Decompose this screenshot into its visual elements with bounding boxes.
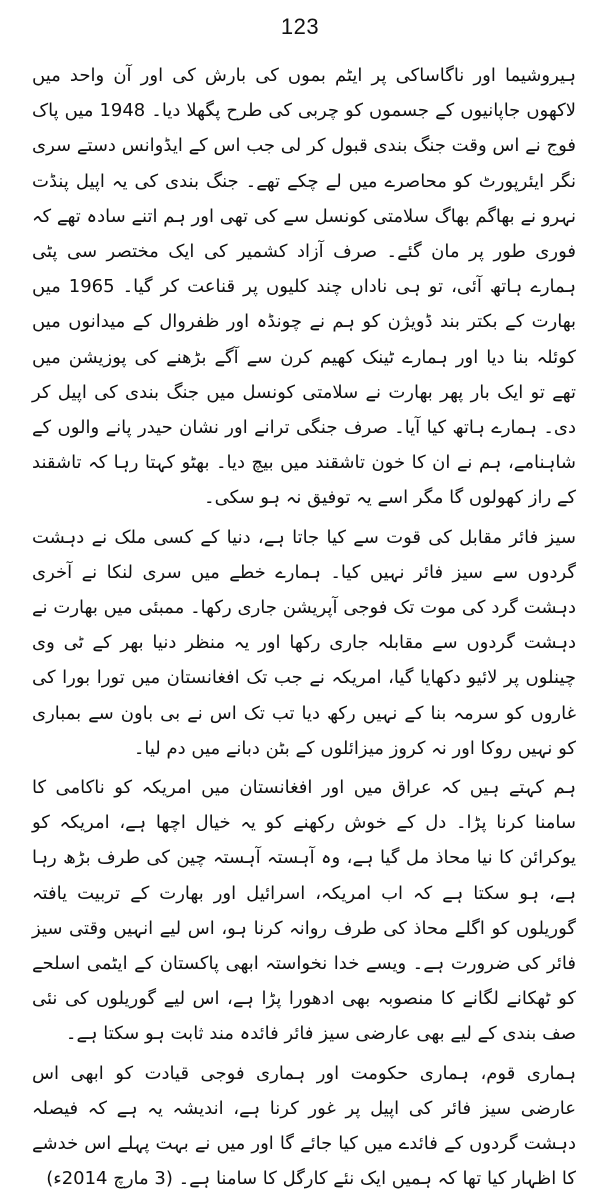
article-body (32, 58, 576, 1201)
paragraph: سیز فائر مقابل کی قوت سے کیا جاتا ہے، دنیا کے کسی ملک نے دہشت گردوں سے سیز فائر نہیں کیا۔ ہمارے خطے میں سری لنکا نے آخری دہشت گرد کی موت تک فوجی آپریشن جاری رکھا۔ ممبئی میں بھارت نے دہشت گردوں سے مقابلہ جاری رکھا اور یہ منظر دنیا بھر کے ٹی وی چینلوں پر لائیو دکھایا گیا، امریکہ نے جب تک افغانستان میں تورا بورا کی غاروں کو سرمہ بنا کے نہیں رکھ دیا تب تک اس نے بی باون سے بمباری کو نہیں روکا اور نہ کروز میزائلوں کے بٹن دبانے میں دم لیا۔ (32, 526, 576, 759)
paragraph: ہماری قوم، ہماری حکومت اور ہماری فوجی قیادت کو ابھی اس عارضی سیز فائر کی اپیل پر غور کرنا ہے، اندیشہ یہ ہے کہ فیصلہ دہشت گردوں کے فائدے میں کیا جائے گا اور میں نے بہت پہلے اس خدشے کا اظہار کیا تھا کہ ہمیں ایک نئے کارگل کا سامنا ہے۔ (3 مارچ 2014ء) (32, 1062, 576, 1190)
paragraph: ہم کہتے ہیں کہ عراق میں اور افغانستان میں امریکہ کو ناکامی کا سامنا کرنا پڑا۔ دل کے خوش رکھنے کو یہ خیال اچھا ہے، امریکہ کو یوکرائن کا نیا محاذ مل گیا ہے، وہ آہستہ آہستہ چین کی طرف بڑھ رہا ہے، ہو سکتا ہے کہ اب امریکہ، اسرائیل اور بھارت کے تربیت یافتہ گوریلوں کو اگلے محاذ کی طرف روانہ کرنا ہو، اس لیے انہیں وقتی سیز فائر کی ضرورت ہے۔ ویسے خدا نخواستہ ابھی پاکستان کے ایٹمی اسلحے کو ٹھکانے لگانے کا منصوبہ بھی ادھورا پڑا ہے، اس لیے گوریلوں کی نئی صف بندی کے لیے بھی عارضی سیز فائر فائدہ مند ثابت ہو سکتا ہے۔ (32, 777, 576, 1045)
page-number: 123 (280, 14, 320, 39)
paragraph: ہیروشیما اور ناگاساکی پر ایٹم بموں کی بارش کی اور آن واحد میں لاکھوں جاپانیوں کے جسموں کو چربی کی طرح پگھلا دیا۔ 1948 میں پاک فوج نے اس وقت جنگ بندی قبول کر لی جب اس کے ایڈوانس دستے سری نگر ایئرپورٹ کو محاصرے میں لے چکے تھے۔ جنگ بندی کی یہ اپیل پنڈت نہرو نے بھاگم بھاگ سلامتی کونسل سے کی تھی اور ہم اتنے سادہ تھے کہ فوری طور پر مان گئے۔ صرف آزاد کشمیر کی ایک مختصر سی پٹی ہمارے ہاتھ آئی، تو ہی ناداں چند کلیوں پر قناعت کر گیا۔ 1965 میں بھارت کے بکتر بند ڈویژن کو ہم نے چونڈہ اور ظفروال کے میدانوں میں کوئلہ بنا دیا اور ہمارے ٹینک کھیم کرن سے آگے بڑھنے کی پوزیشن میں تھے تو ایک بار پھر بھارت نے سلامتی کونسل میں جنگ بندی کی اپیل کر دی۔ ہمارے ہاتھ کیا آیا۔ صرف جنگی ترانے اور نشان حیدر پانے والوں کے شاہنامے، ہم نے ان کا خون تاشقند میں بیچ دیا۔ بھٹو کہتا رہا کہ تاشقند کے راز کھولوں گا مگر اسے یہ توفیق نہ ہو سکی۔ (32, 65, 576, 509)
